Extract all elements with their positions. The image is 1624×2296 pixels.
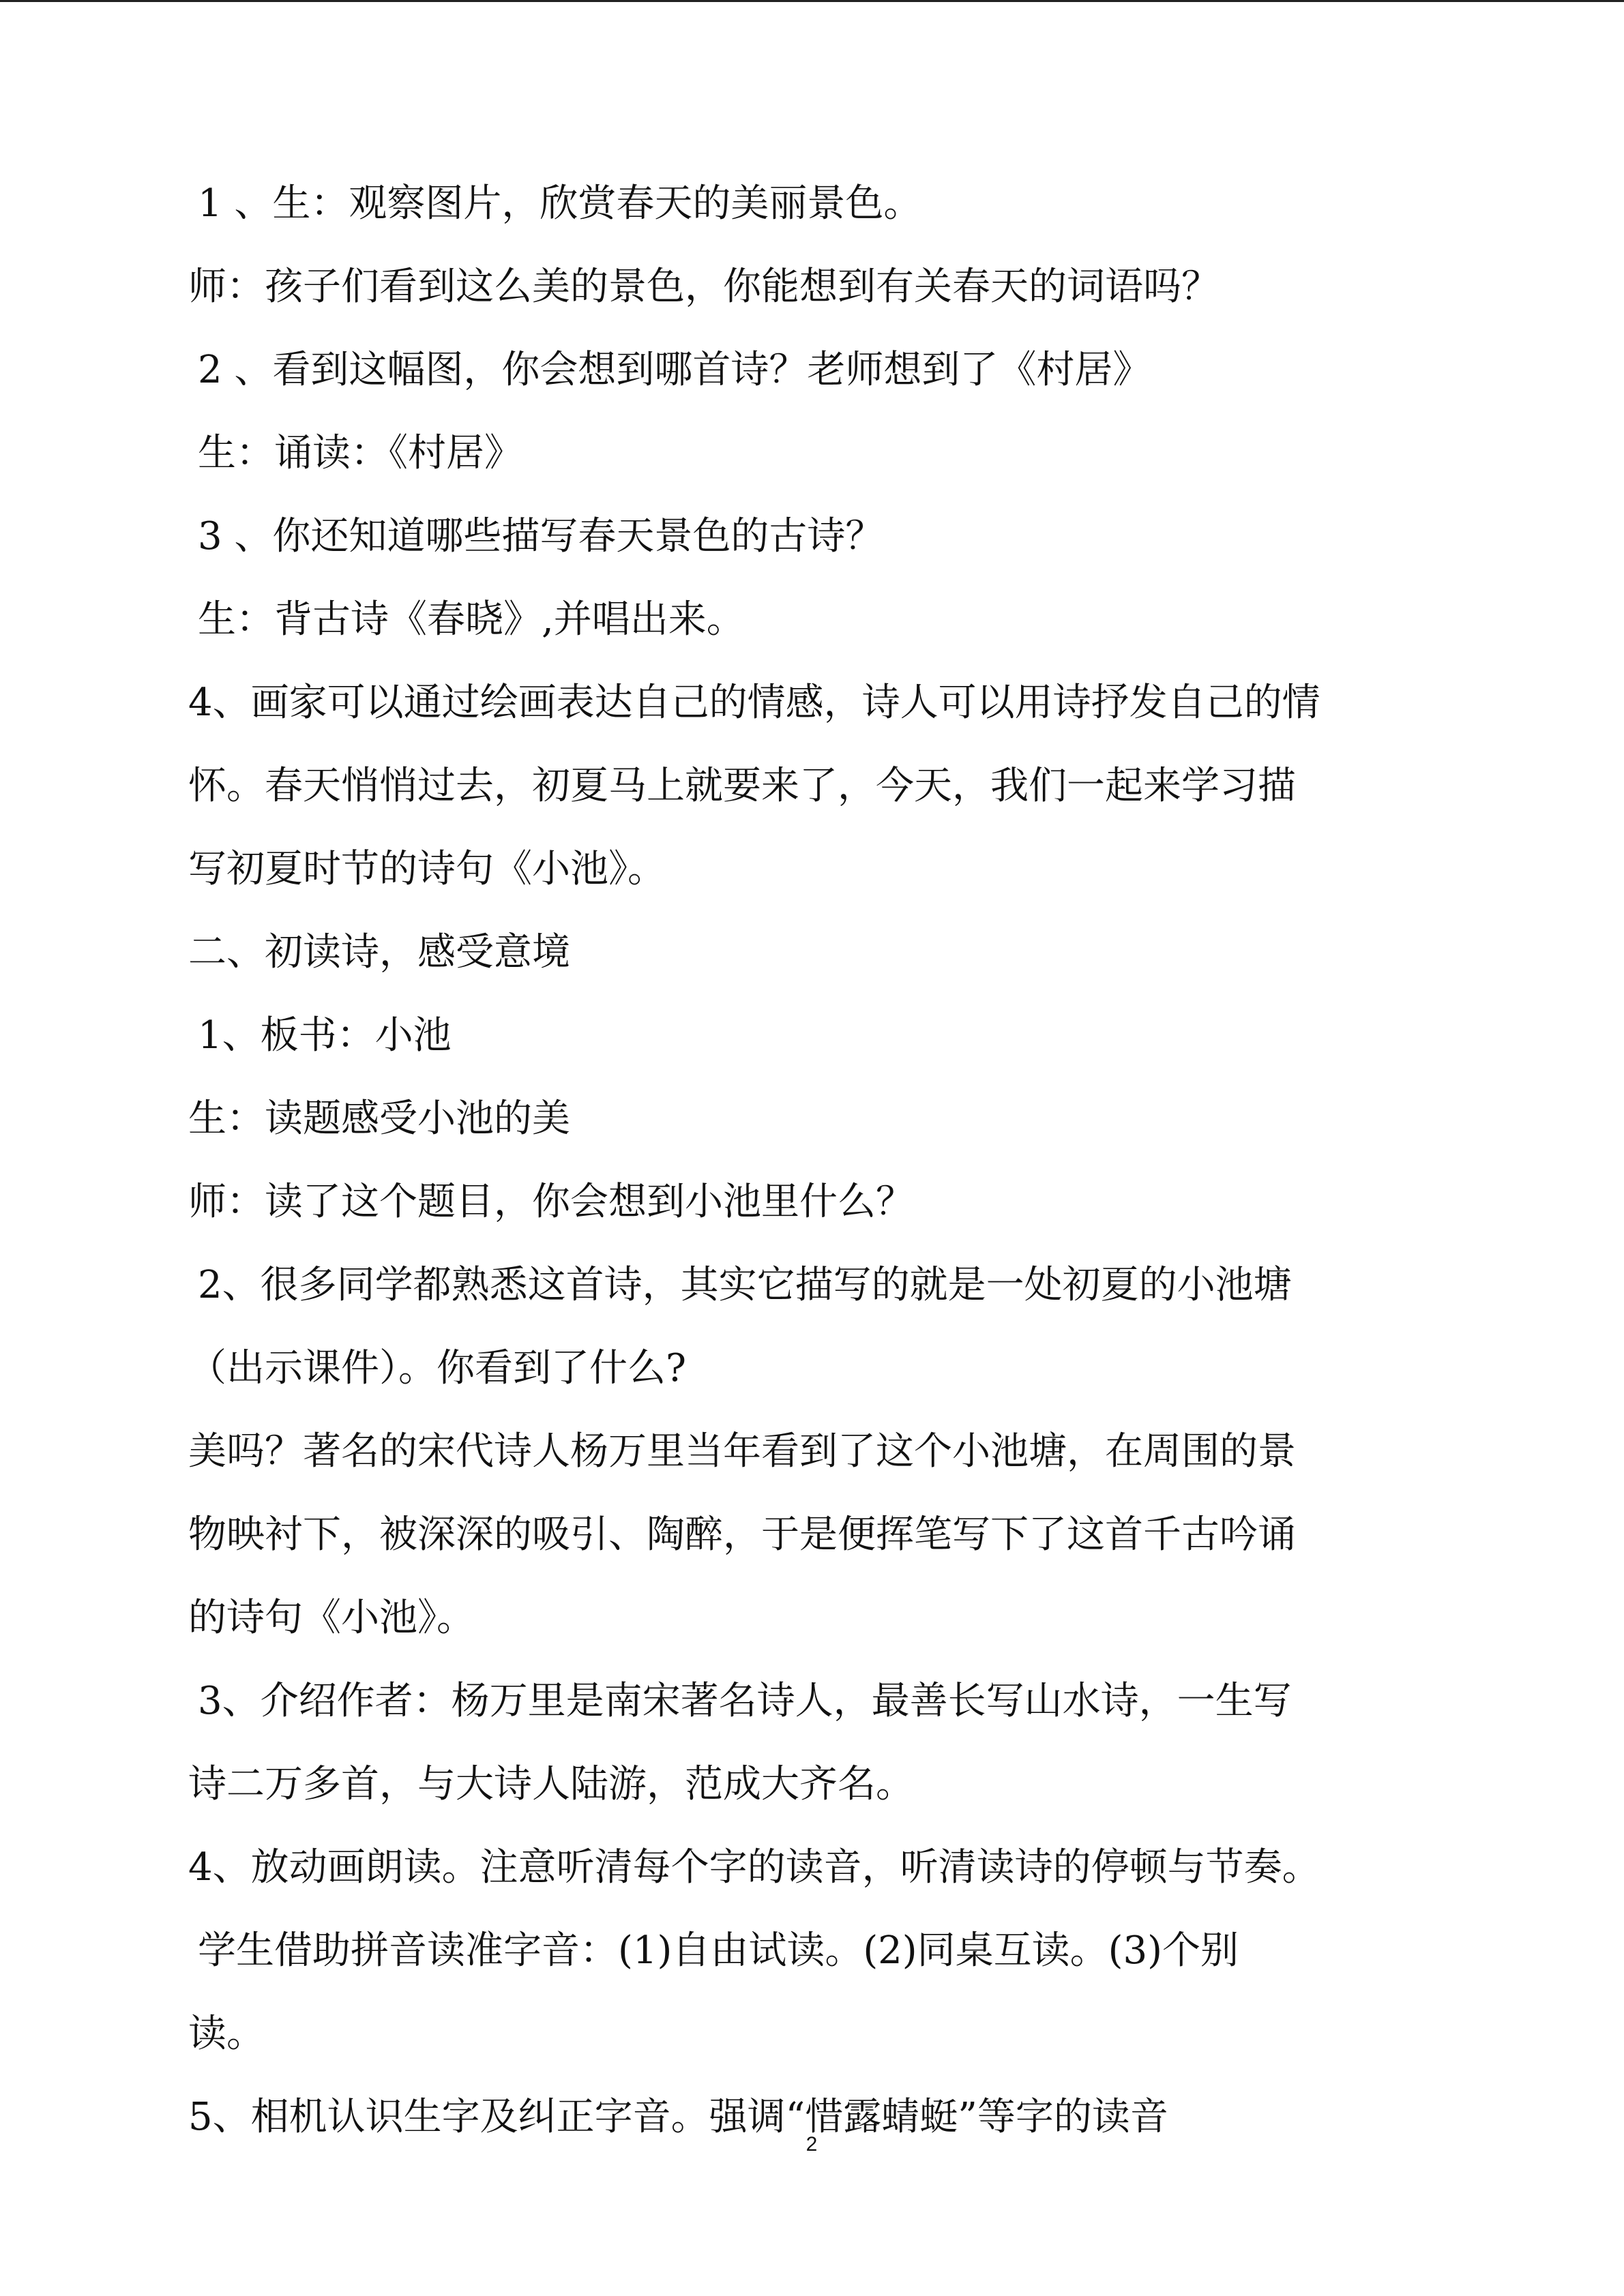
top-border-line — [0, 0, 1624, 2]
text-line: 4、画家可以通过绘画表达自己的情感，诗人可以用诗抒发自己的情 — [188, 681, 1320, 725]
text-line: 生：读题感受小池的美 — [188, 1097, 570, 1141]
text-line: 3、介绍作者：杨万里是南宋著名诗人，最善长写山水诗，一生写 — [198, 1679, 1292, 1723]
text-line: 生：诵读：《村居》 — [198, 431, 522, 475]
text-line: 生：背古诗《春晓》,并唱出来。 — [198, 597, 745, 642]
text-line: 1 、生：观察图片，欣赏春天的美丽景色。 — [198, 181, 922, 226]
text-line: 的诗句《小池》。 — [188, 1596, 475, 1640]
text-line: 2、很多同学都熟悉这首诗，其实它描写的就是一处初夏的小池塘 — [198, 1263, 1292, 1307]
document-body — [188, 162, 1498, 2159]
text-line: 2 、看到这幅图，你会想到哪首诗？老师想到了《村居》 — [198, 348, 1151, 392]
page-number: 2 — [806, 2133, 818, 2156]
text-line: （出示课件）。你看到了什么? — [188, 1346, 687, 1390]
text-line: 学生借助拼音读准字音：(1)自由试读。(2)同桌互读。(3)个别 — [198, 1928, 1239, 1973]
text-line: 师：孩子们看到这么美的景色，你能想到有关春天的词语吗？ — [188, 265, 1220, 309]
text-line: 诗二万多首，与大诗人陆游，范成大齐名。 — [188, 1762, 914, 1806]
text-line: 1、板书：小池 — [198, 1013, 452, 1058]
text-line: 师：读了这个题目，你会想到小池里什么？ — [188, 1180, 914, 1224]
text-line: 4、放动画朗读。注意听清每个字的读音，听清读诗的停顿与节奏。 — [188, 1845, 1320, 1890]
text-line: 美吗？著名的宋代诗人杨万里当年看到了这个小池塘，在周围的景 — [188, 1429, 1296, 1474]
text-line: 5、相机认识生字及纠正字音。强调“惜露蜻蜓”等字的读音 — [188, 2095, 1168, 2139]
section-heading: 二、初读诗，感受意境 — [188, 930, 570, 974]
text-line: 3 、你还知道哪些描写春天景色的古诗？ — [198, 514, 884, 558]
text-line: 怀。春天悄悄过去，初夏马上就要来了，今天，我们一起来学习描 — [188, 764, 1296, 808]
text-line: 写初夏时节的诗句《小池》。 — [188, 847, 666, 891]
text-line: 读。 — [188, 2012, 265, 2056]
text-line: 物映衬下，被深深的吸引、陶醉，于是便挥笔写下了这首千古吟诵 — [188, 1512, 1296, 1557]
